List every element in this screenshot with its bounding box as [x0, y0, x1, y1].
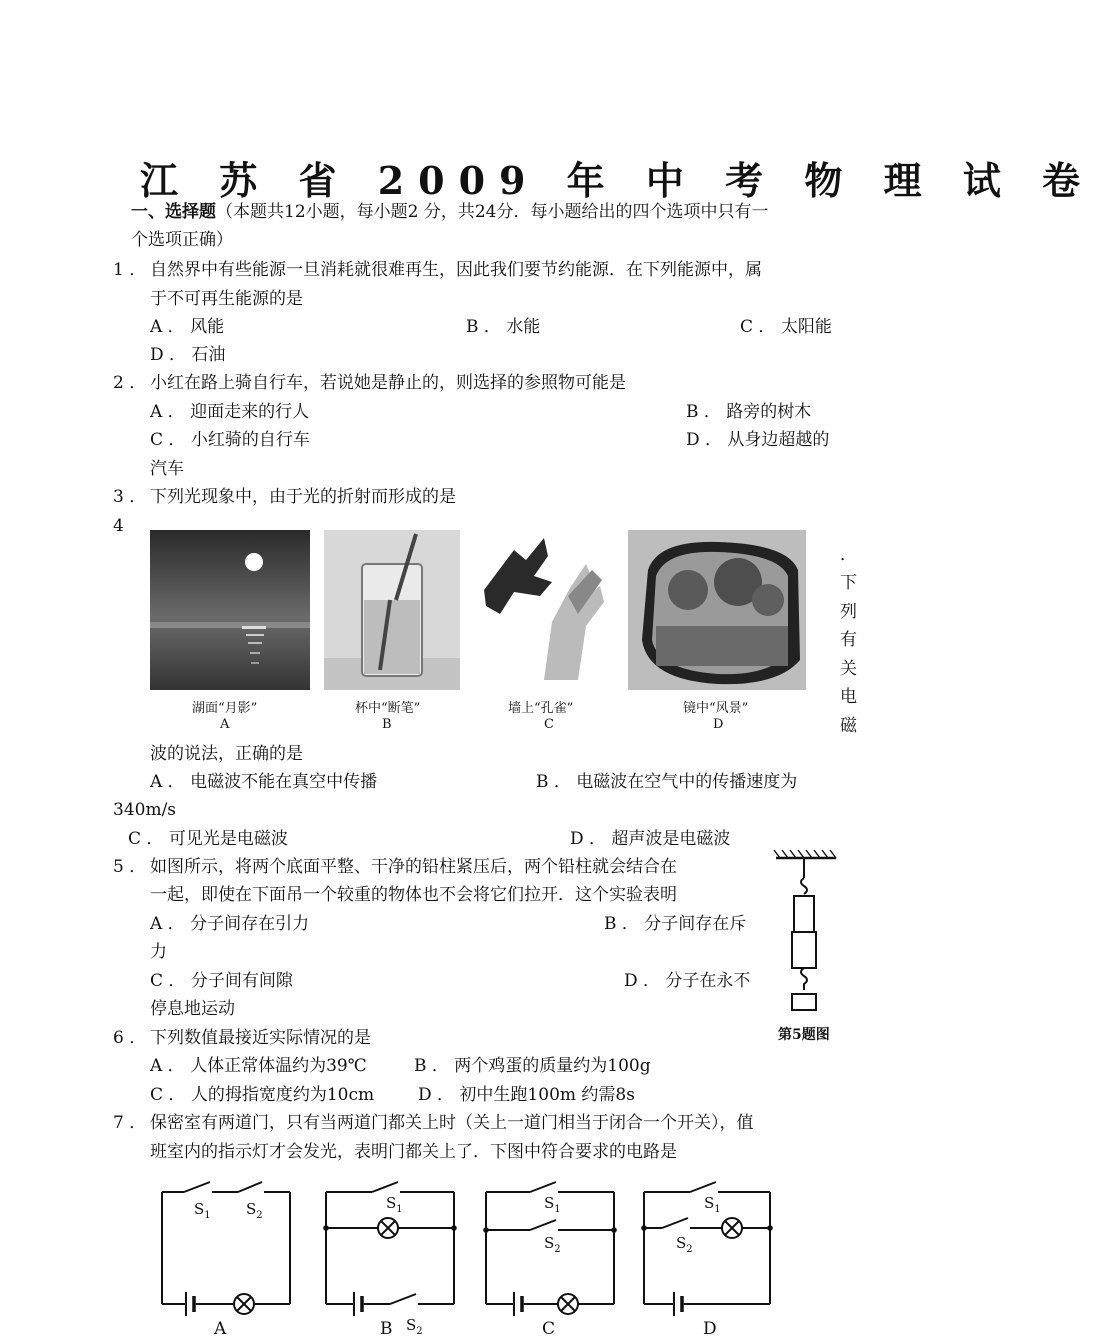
page-title: 江 苏 省 2009 年 中 考 物 理 试 卷	[140, 158, 1094, 203]
section-heading: 一、选择题	[131, 202, 216, 222]
circuit-a	[162, 1182, 290, 1316]
q7-number: 7 ．	[113, 1113, 147, 1133]
q2-option-c: C ． 小红骑的自行车	[150, 430, 310, 450]
q5-option-c: C ． 分子间有间隙	[150, 971, 293, 991]
q4-vertical-char: 电	[840, 687, 857, 707]
circuit-letter: D	[703, 1319, 717, 1339]
q4-vertical-char: ．	[840, 545, 857, 565]
q4-option-c: C ． 可见光是电磁波	[128, 829, 288, 849]
switch-label-s2: $S_2$	[676, 1234, 693, 1255]
q2-option-d-cont: 汽车	[150, 459, 184, 479]
photo-mirror-scenery	[628, 530, 806, 690]
section-intro	[131, 202, 768, 222]
q6-option-c: C ． 人的拇指宽度约为10cm	[150, 1085, 375, 1105]
q4-vertical-char: 列	[840, 602, 857, 622]
photo-letter: D	[713, 717, 724, 732]
q3-text: 下列光现象中，由于光的折射而形成的是	[150, 487, 456, 507]
q7-text-cont: 班室内的指示灯才会发光，表明门都关上了．下图中符合要求的电路是	[150, 1142, 677, 1162]
q4-option-b-cont: 340m/s	[113, 800, 177, 820]
q2-number: 2 ．	[113, 373, 147, 393]
switch-label-s2: $S_2$	[406, 1316, 423, 1337]
q4-vertical-char: 下	[840, 573, 857, 593]
photo-caption: 湖面“月影”	[192, 701, 258, 716]
q7-text: 保密室有两道门，只有当两道门都关上时（关上一道门相当于闭合一个开关），值	[150, 1113, 754, 1133]
q6-option-b: B ． 两个鸡蛋的质量约为100g	[414, 1056, 651, 1076]
q1-option-b: B ． 水能	[466, 317, 541, 337]
photo-caption: 镜中“风景”	[683, 701, 749, 716]
q5-number: 5 ．	[113, 857, 147, 877]
switch-label-s1: $S_1$	[386, 1194, 403, 1215]
switch-label-s1: $S_1$	[544, 1194, 561, 1215]
q4-number: 4	[113, 516, 124, 536]
q6-option-a: A ． 人体正常体温约为39℃	[150, 1056, 367, 1076]
q1-number: 1 ．	[113, 260, 147, 280]
q5-option-b-cont: 力	[150, 942, 167, 962]
q1-option-d: D ． 石油	[150, 345, 226, 365]
figure-caption: 第5题图	[778, 1027, 830, 1043]
switch-label-s2: $S_2$	[544, 1234, 561, 1255]
switch-label-s1: $S_1$	[704, 1194, 721, 1215]
q2-text: 小红在路上骑自行车，若说她是静止的，则选择的参照物可能是	[150, 373, 626, 393]
q5-text-cont: 一起，即使在下面吊一个较重的物体也不会将它们拉开．这个实验表明	[150, 885, 677, 905]
q5-option-b: B ． 分子间存在斥	[604, 914, 747, 934]
q4-vertical-char: 磁	[840, 716, 857, 736]
q4-option-d: D ． 超声波是电磁波	[570, 829, 731, 849]
q4-option-a: A ． 电磁波不能在真空中传播	[150, 772, 378, 792]
q2-option-b: B ． 路旁的树木	[686, 402, 812, 422]
q1-text-cont: 于不可再生能源的是	[150, 289, 303, 309]
q2-option-d: D ． 从身边超越的	[686, 430, 830, 450]
q5-text: 如图所示，将两个底面平整、干净的铅柱紧压后，两个铅柱就会结合在	[150, 857, 677, 877]
q4-vertical-char: 关	[840, 659, 857, 679]
circuit-letter: A	[214, 1319, 227, 1339]
q3-number: 3 ．	[113, 487, 147, 507]
q6-number: 6 ．	[113, 1028, 147, 1048]
section-note: （本题共12小题，每小题2 分，共24分．每小题给出的四个选项中只有一	[216, 202, 769, 222]
photo-wall-peacock	[474, 530, 614, 690]
q1-text: 自然界中有些能源一旦消耗就很难再生，因此我们要节约能源．在下列能源中，属	[150, 260, 762, 280]
q4-option-b: B ． 电磁波在空气中的传播速度为	[536, 772, 798, 792]
figure-lead-cylinders	[772, 848, 844, 1024]
switch-label-s2: $S_2$	[246, 1200, 263, 1221]
photo-letter: A	[220, 717, 230, 732]
q5-option-d: D ． 分子在永不	[624, 971, 751, 991]
section-note-cont: 个选项正确）	[131, 230, 233, 250]
q5-option-d-cont: 停息地运动	[150, 999, 235, 1019]
switch-label-s1: $S_1$	[194, 1200, 211, 1221]
circuit-letter: C	[542, 1319, 556, 1339]
photo-lake-moon	[150, 530, 310, 690]
photo-caption: 杯中“断笔”	[355, 701, 421, 716]
circuit-letter: B	[380, 1319, 393, 1339]
photo-letter: B	[382, 717, 392, 732]
photo-letter: C	[544, 717, 554, 732]
circuit-diagrams	[150, 1172, 790, 1338]
q6-option-d: D ． 初中生跑100m 约需8s	[418, 1085, 635, 1105]
q6-text: 下列数值最接近实际情况的是	[150, 1028, 371, 1048]
q4-vertical-char: 有	[840, 630, 857, 650]
q2-option-a: A ． 迎面走来的行人	[150, 402, 310, 422]
photo-caption: 墙上“孔雀”	[508, 701, 574, 716]
q1-option-a: A ． 风能	[150, 317, 225, 337]
photo-cup-pencil	[324, 530, 460, 690]
q1-option-c: C ． 太阳能	[740, 317, 832, 337]
q5-option-a: A ． 分子间存在引力	[150, 914, 310, 934]
q4-text-cont: 波的说法，正确的是	[150, 744, 303, 764]
